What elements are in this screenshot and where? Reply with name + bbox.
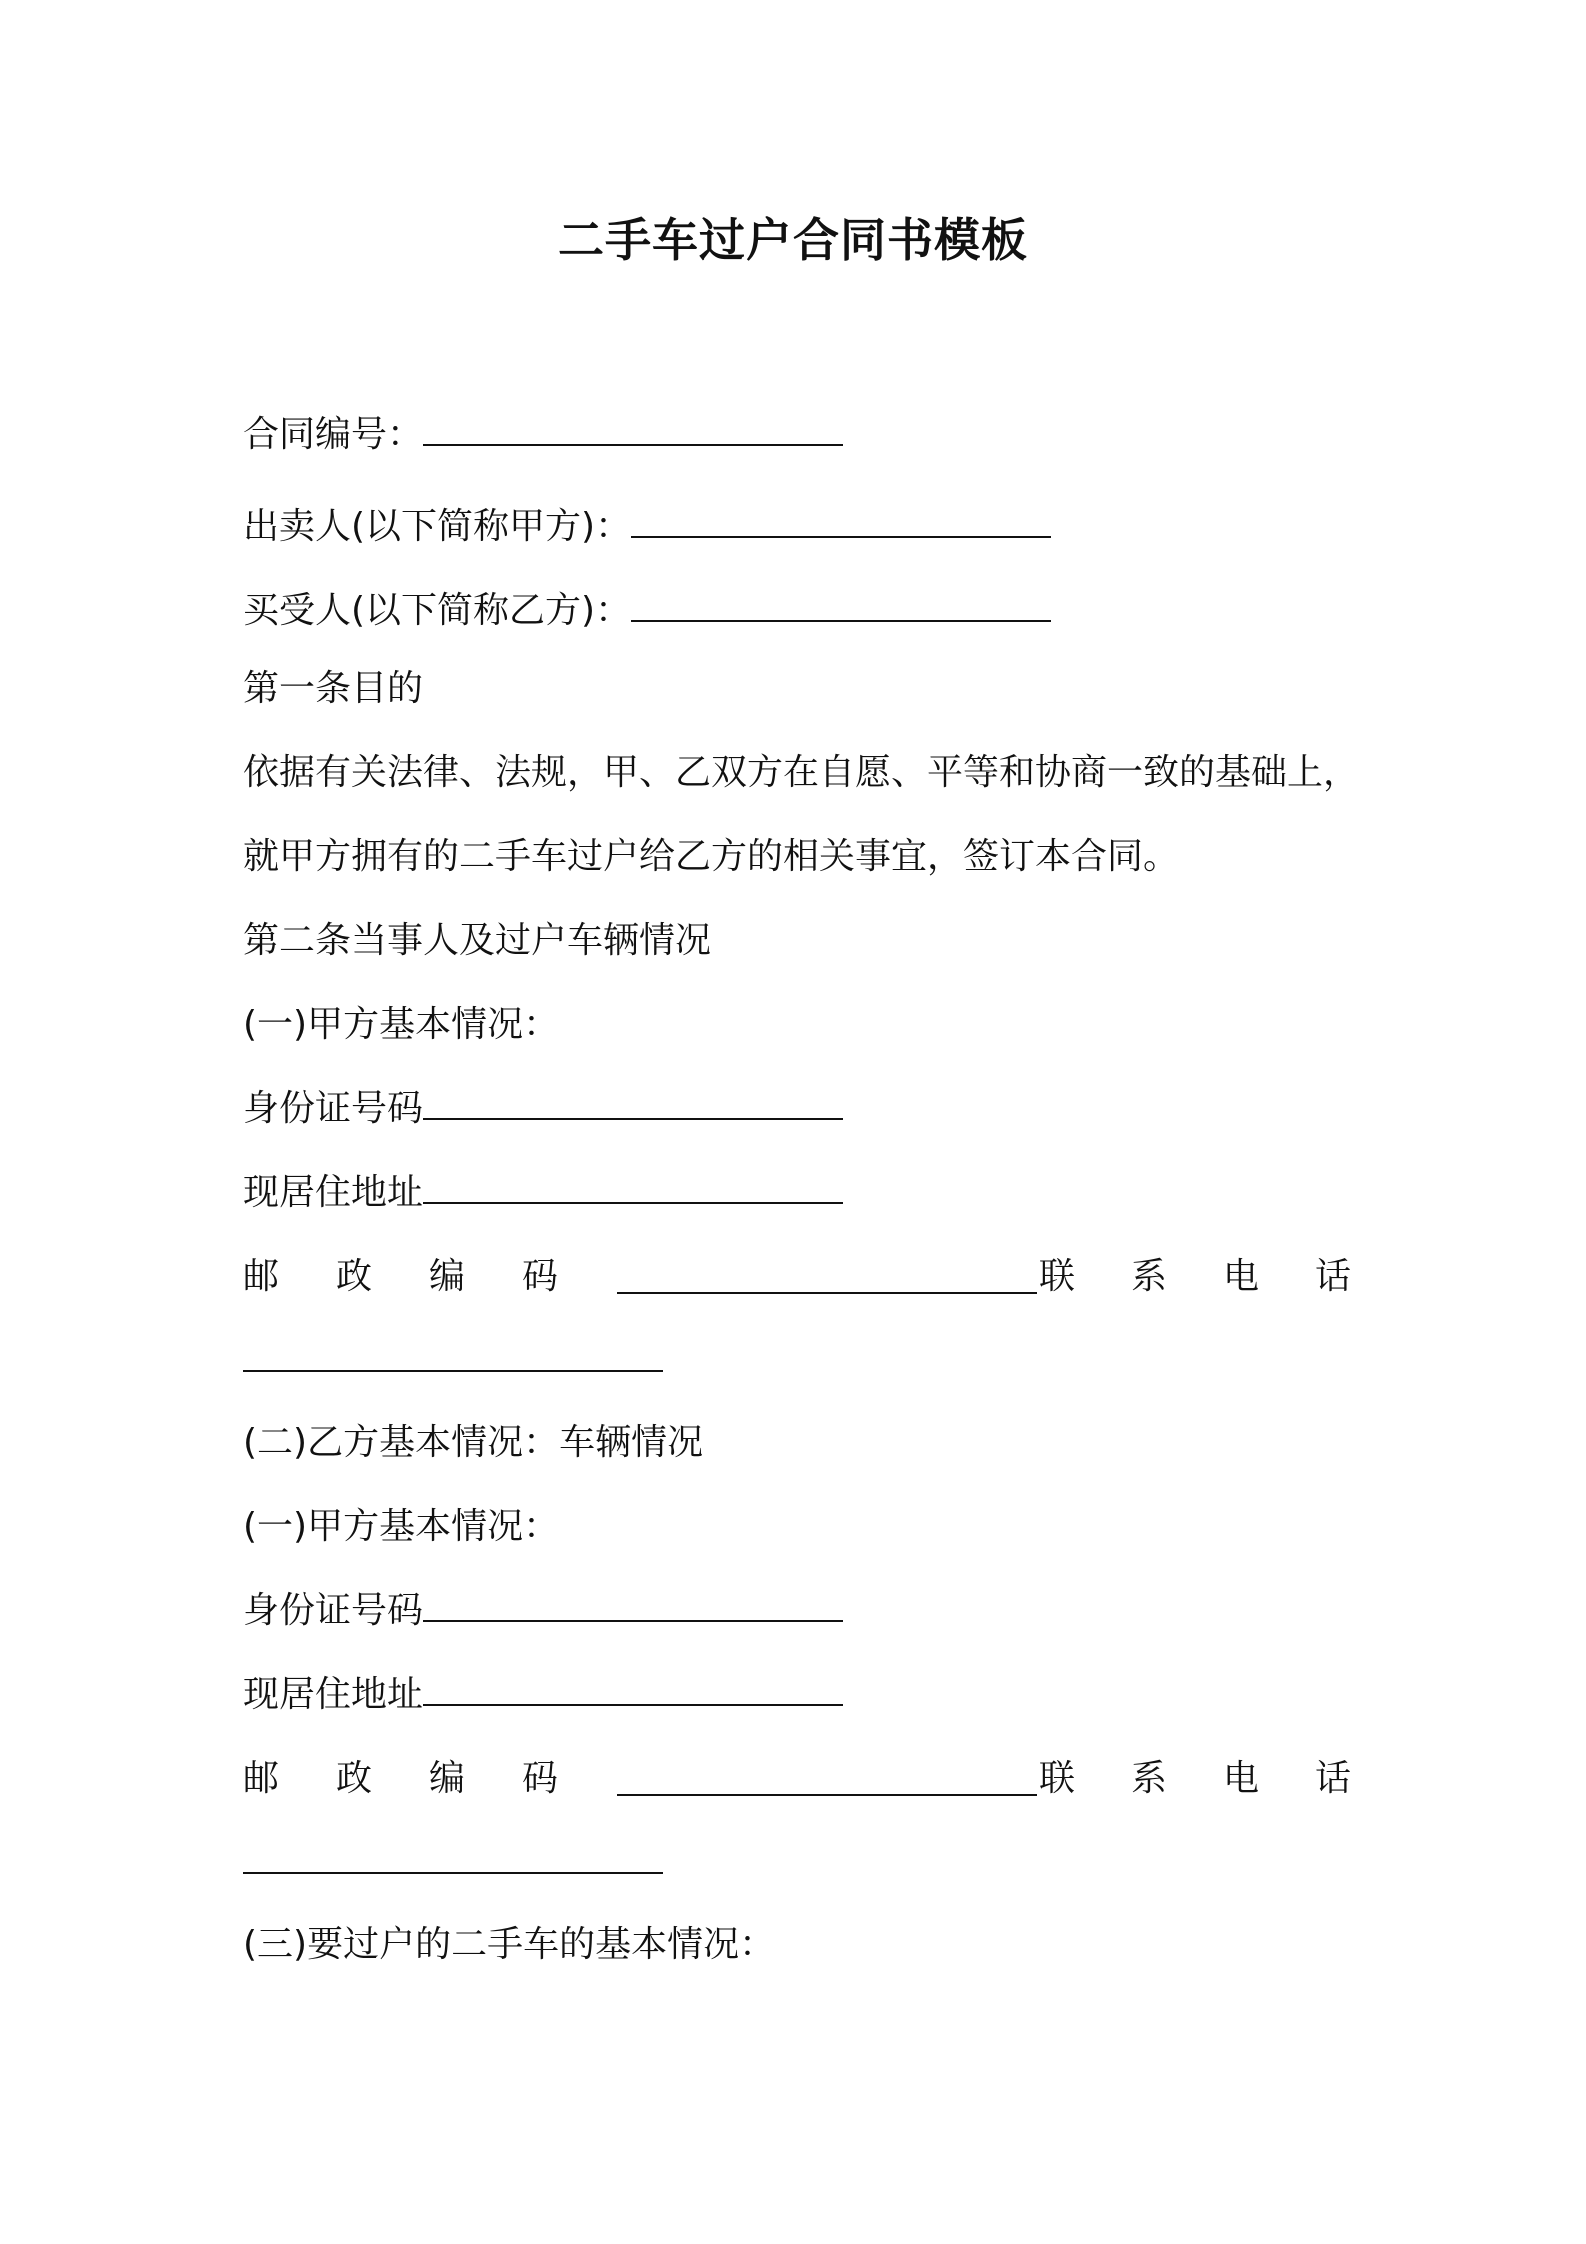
id-number-line-2: [243, 1588, 843, 1634]
address-label: 现居住地址: [243, 1172, 424, 1213]
buyer-label: 买受人(以下简称乙方)：: [243, 590, 632, 631]
party-a-heading-2: (一)甲方基本情况：: [243, 1506, 560, 1547]
phone-char: 话: [1315, 1256, 1352, 1297]
address-line: [243, 1170, 843, 1216]
phone-char: 话: [1315, 1758, 1352, 1799]
phone-char: 电: [1223, 1256, 1260, 1297]
postal-char: 编: [429, 1758, 466, 1799]
article-1-paragraph-1: 依据有关法律、法规，甲、乙双方在自愿、平等和协商一致的基础上，: [243, 752, 1360, 793]
document-title: 二手车过户合同书模板: [558, 213, 1028, 267]
address-blank: [423, 1172, 843, 1204]
seller-line: [243, 504, 1051, 550]
phone-char: 电: [1223, 1758, 1260, 1799]
phone-blank: [243, 1842, 663, 1874]
seller-label: 出卖人(以下简称甲方)：: [243, 506, 632, 547]
postal-char: 码: [522, 1758, 559, 1799]
article-1-heading: 第一条目的: [243, 668, 424, 709]
postal-code-blank: [617, 1764, 1037, 1796]
id-number-label: 身份证号码: [243, 1590, 424, 1631]
phone-char: 联: [1039, 1256, 1076, 1297]
seller-blank: [631, 506, 1051, 538]
postal-char: 编: [429, 1256, 466, 1297]
address-blank: [423, 1674, 843, 1706]
postal-char: 政: [336, 1758, 373, 1799]
phone-char: 联: [1039, 1758, 1076, 1799]
phone-char: 系: [1131, 1256, 1168, 1297]
id-number-label: 身份证号码: [243, 1088, 424, 1129]
id-number-blank: [423, 1088, 843, 1120]
article-1-paragraph-2: 就甲方拥有的二手车过户给乙方的相关事宜，签订本合同。: [243, 836, 1180, 877]
phone-blank: [243, 1340, 663, 1372]
postal-char: 邮: [243, 1758, 280, 1799]
phone-char: 系: [1131, 1758, 1168, 1799]
id-number-line: [243, 1086, 843, 1132]
address-label: 现居住地址: [243, 1674, 424, 1715]
id-number-blank: [423, 1590, 843, 1622]
article-2-heading: 第二条当事人及过户车辆情况: [243, 920, 712, 961]
contract-number-blank: [423, 414, 843, 446]
postal-char: 码: [522, 1256, 559, 1297]
contract-number-label: 合同编号：: [243, 414, 424, 455]
address-line-2: [243, 1672, 843, 1718]
party-b-heading: (二)乙方基本情况：车辆情况: [243, 1422, 704, 1463]
postal-char: 政: [336, 1256, 373, 1297]
buyer-blank: [631, 590, 1051, 622]
vehicle-heading: (三)要过户的二手车的基本情况：: [243, 1924, 776, 1965]
postal-code-blank: [617, 1262, 1037, 1294]
buyer-line: [243, 588, 1051, 634]
postal-char: 邮: [243, 1256, 280, 1297]
party-a-heading: (一)甲方基本情况：: [243, 1004, 560, 1045]
contract-number-line: [243, 412, 843, 458]
